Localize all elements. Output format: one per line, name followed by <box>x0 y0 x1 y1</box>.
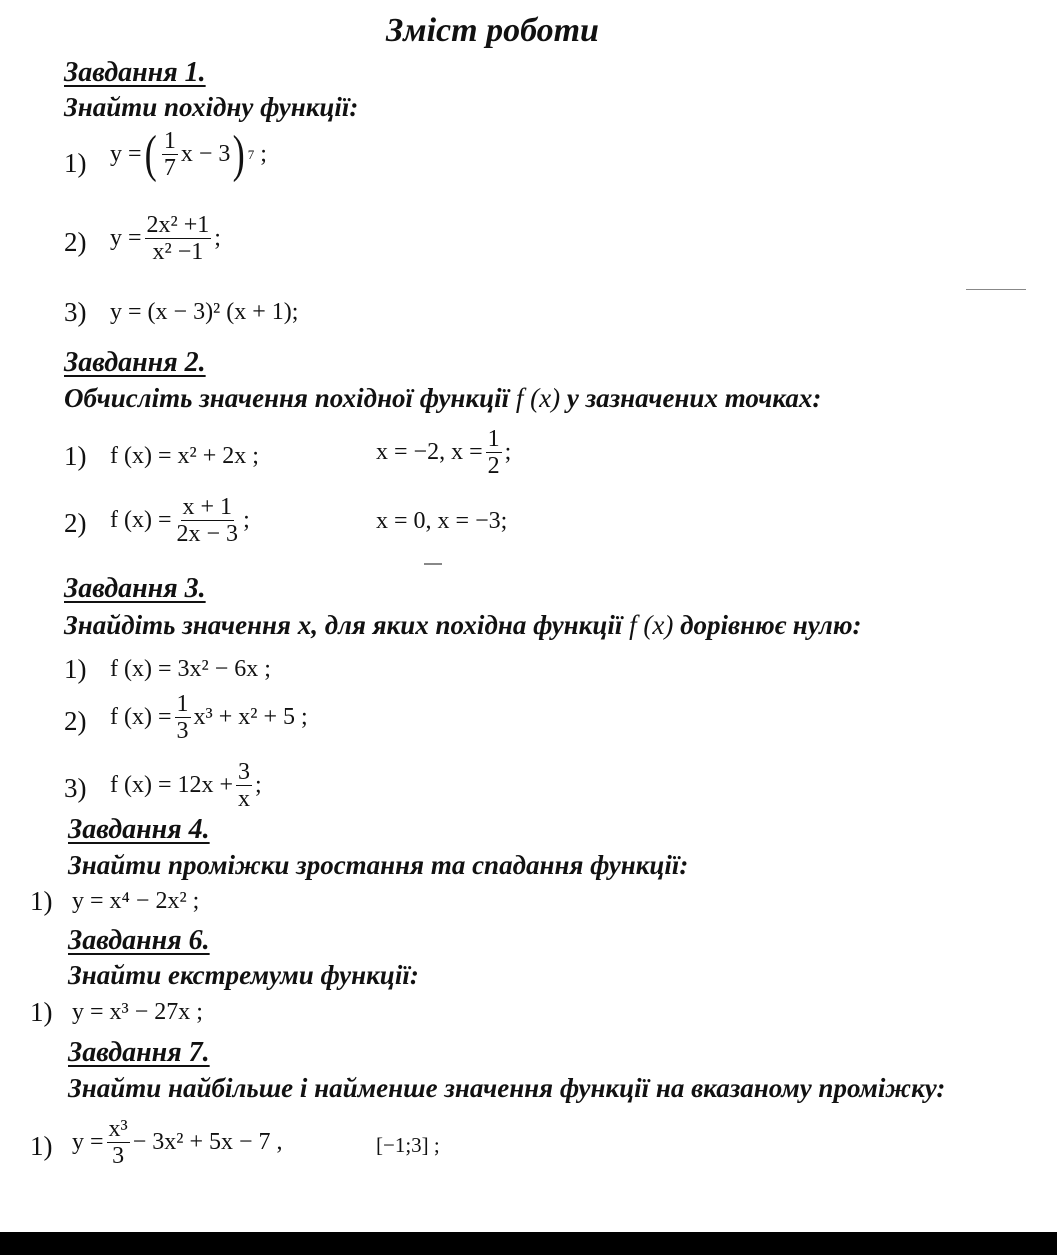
formula-lhs: f (x) = 12x + <box>110 772 234 799</box>
formula-lhs: y = <box>72 1129 104 1156</box>
formula-lhs: y = <box>110 225 142 252</box>
semicolon: ; <box>260 141 267 168</box>
exponent: 7 <box>247 146 255 162</box>
task-2-item-2-formula <box>110 494 250 548</box>
formula-lhs: f (x) = <box>110 507 172 534</box>
denominator: 3 <box>112 1143 125 1170</box>
formula-tail: − 3x² + 5x − 7 , <box>132 1129 283 1156</box>
denominator: x <box>238 786 251 813</box>
task-7-item-1-number: 1) <box>30 1131 53 1161</box>
task-6-description: Знайти екстремуми функції: <box>68 960 419 990</box>
description-text: Обчисліть значення похідної функції <box>64 383 510 413</box>
semicolon: ; <box>214 225 221 252</box>
task-3-item-2-formula <box>110 691 308 745</box>
task-3-item-2-number: 2) <box>64 706 87 736</box>
function-symbol: f (x) <box>629 610 674 640</box>
denominator: 3 <box>176 718 189 745</box>
task-6-item-1-number: 1) <box>30 997 53 1027</box>
left-paren: ( <box>144 125 157 183</box>
right-paren: ) <box>233 125 246 183</box>
numerator: 3 <box>238 759 251 785</box>
semicolon: ; <box>504 439 512 466</box>
numerator: 1 <box>163 128 176 154</box>
task-1-item-1-number: 1) <box>64 148 87 178</box>
task-2-item-1-formula: f (x) = x² + 2x ; <box>110 443 259 469</box>
task-1-item-2-number: 2) <box>64 227 87 257</box>
denominator: 2x − 3 <box>176 521 239 548</box>
formula-tail: x − 3 <box>180 141 231 168</box>
points-text: x = −2, x = <box>376 439 483 466</box>
numerator: 1 <box>487 426 500 452</box>
task-2-item-1-points <box>376 426 511 480</box>
fraction <box>145 212 212 266</box>
numerator: 1 <box>176 691 189 717</box>
task-6-item-1-formula: y = x³ − 27x ; <box>72 999 203 1025</box>
function-symbol: f (x) <box>515 383 561 413</box>
fraction <box>236 759 252 813</box>
fraction <box>175 691 191 745</box>
task-2-description <box>64 383 821 414</box>
formula-lhs: f (x) = <box>110 704 172 731</box>
task-2-item-2-points: x = 0, x = −3; <box>376 508 508 534</box>
task-4-heading: Завдання 4. <box>68 814 210 845</box>
task-7-description: Знайти найбільше і найменше значення функції на вказаному проміжку: <box>68 1073 946 1103</box>
numerator: 2x² +1 <box>146 212 210 238</box>
task-4-item-1-number: 1) <box>30 886 53 916</box>
task-3-item-3-number: 3) <box>64 773 87 803</box>
task-4-item-1-formula: y = x⁴ − 2x² ; <box>72 888 200 914</box>
task-2-heading: Завдання 2. <box>64 347 206 378</box>
scan-artifact <box>424 563 442 565</box>
task-2-item-1-number: 1) <box>64 441 87 471</box>
description-end: дорівнює нулю: <box>680 610 862 640</box>
fraction <box>175 494 241 548</box>
fraction <box>162 128 178 182</box>
fraction <box>486 426 502 480</box>
denominator: 7 <box>163 155 176 182</box>
numerator: x³ <box>108 1116 128 1142</box>
denominator: 2 <box>487 453 500 480</box>
semicolon: ; <box>255 772 262 799</box>
task-7-item-1-interval: [−1;3] ; <box>376 1133 440 1157</box>
task-3-description <box>64 610 862 641</box>
task-1-item-3-number: 3) <box>64 297 87 327</box>
task-1-item-1-formula <box>110 125 267 183</box>
task-2-item-2-number: 2) <box>64 508 87 538</box>
denominator: x² −1 <box>152 239 204 266</box>
formula-tail: x³ + x² + 5 ; <box>193 704 308 731</box>
page-title: Зміст роботи <box>386 12 599 49</box>
task-3-item-3-formula <box>110 759 262 813</box>
task-1-description: Знайти похідну функції: <box>64 92 359 122</box>
task-1-heading: Завдання 1. <box>64 57 206 88</box>
task-1-item-2-formula <box>110 212 221 266</box>
task-3-item-1-number: 1) <box>64 654 87 684</box>
fraction <box>107 1116 130 1170</box>
task-4-description: Знайти проміжки зростання та спадання функції: <box>68 850 689 880</box>
task-7-item-1-formula <box>72 1116 283 1170</box>
bottom-black-bar <box>0 1232 1057 1255</box>
numerator: x + 1 <box>182 494 233 520</box>
task-6-heading: Завдання 6. <box>68 925 210 956</box>
task-1-item-3-formula: y = (x − 3)² (x + 1); <box>110 299 299 325</box>
formula-lhs: y = <box>110 141 142 168</box>
task-3-heading: Завдання 3. <box>64 573 206 604</box>
task-3-item-1-formula: f (x) = 3x² − 6x ; <box>110 656 271 682</box>
scan-artifact <box>966 289 1026 290</box>
semicolon: ; <box>243 507 250 534</box>
description-end: у зазначених точках: <box>566 383 822 413</box>
description-text: Знайдіть значення x, для яких похідна функції <box>64 610 623 640</box>
task-7-heading: Завдання 7. <box>68 1037 210 1068</box>
